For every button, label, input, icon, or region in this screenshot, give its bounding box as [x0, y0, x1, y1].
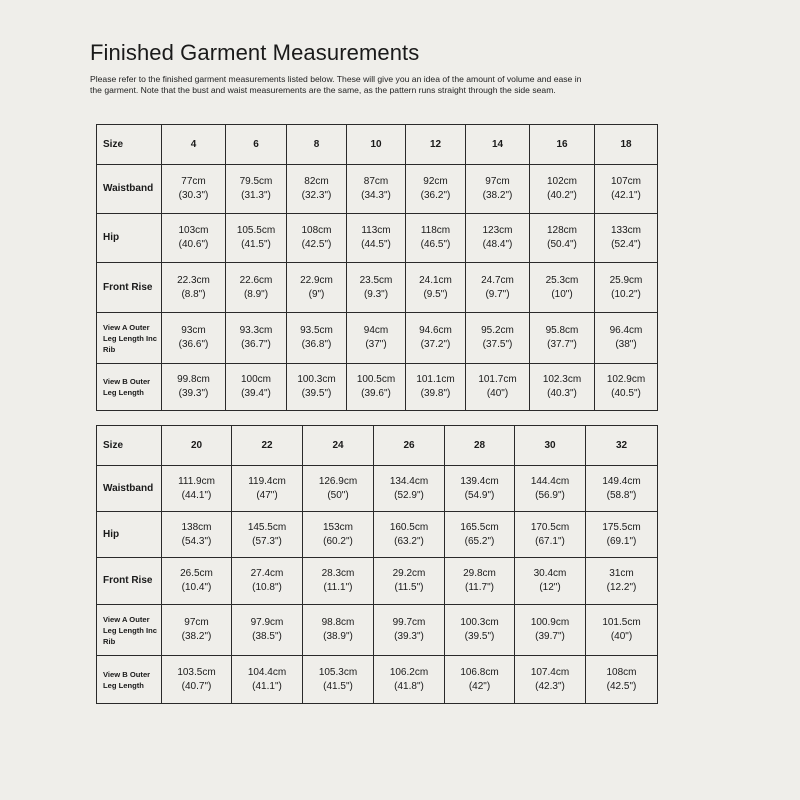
- measurement-cell: [303, 605, 374, 656]
- imperial-value: (10"): [551, 288, 573, 300]
- imperial-value: (47"): [256, 489, 278, 501]
- imperial-value: (40.2"): [547, 190, 577, 201]
- imperial-value: (41.1"): [252, 680, 282, 692]
- imperial-value: (38"): [615, 339, 637, 350]
- measurement-cell: [595, 214, 658, 263]
- metric-value: 175.5cm: [602, 521, 641, 533]
- size-20-header: 20: [162, 426, 232, 466]
- imperial-value: (39.3"): [394, 631, 424, 642]
- measurement-cell: [287, 263, 347, 313]
- imperial-value: (44.1"): [181, 489, 212, 501]
- imperial-value: (10.2"): [611, 288, 641, 300]
- metric-value: 138cm: [181, 521, 212, 533]
- metric-value: 99.7cm: [392, 617, 426, 628]
- measurement-cell: [406, 313, 466, 364]
- imperial-value: (39.3"): [178, 388, 209, 399]
- metric-value: 94.6cm: [419, 325, 452, 336]
- measurement-cell: [226, 214, 287, 263]
- imperial-value: (9"): [308, 288, 325, 300]
- size-24-header: 24: [303, 426, 374, 466]
- imperial-value: (9.7"): [485, 288, 510, 300]
- metric-value: 77cm: [181, 176, 206, 187]
- measurement-cell: [162, 165, 226, 214]
- imperial-value: (42.5"): [301, 239, 332, 250]
- measurement-cell: [406, 214, 466, 263]
- imperial-value: (39.4"): [241, 388, 271, 399]
- imperial-value: (39.5"): [301, 388, 332, 399]
- measurement-cell: [287, 214, 347, 263]
- imperial-value: (54.3"): [181, 535, 212, 547]
- metric-value: 103cm: [178, 225, 209, 236]
- metric-value: 113cm: [361, 225, 391, 236]
- imperial-value: (56.9"): [535, 489, 565, 501]
- measurement-cell: [530, 263, 595, 313]
- metric-value: 28.3cm: [321, 568, 355, 579]
- imperial-value: (40"): [610, 631, 633, 642]
- measurement-cell: [232, 656, 303, 704]
- metric-value: 104.4cm: [247, 666, 287, 678]
- imperial-value: (8.9"): [243, 288, 269, 300]
- measurement-cell: [530, 214, 595, 263]
- imperial-value: (39.8"): [420, 388, 451, 399]
- imperial-value: (38.9"): [323, 631, 353, 642]
- imperial-value: (36.6"): [178, 339, 209, 350]
- metric-value: 79.5cm: [239, 176, 273, 187]
- table-row: [97, 512, 658, 558]
- metric-value: 105.3cm: [318, 666, 358, 678]
- size-18-header: 18: [595, 125, 658, 165]
- imperial-value: (37.7"): [547, 339, 577, 350]
- metric-value: 26.5cm: [180, 568, 213, 579]
- measurement-cell: [530, 313, 595, 364]
- imperial-value: (40"): [486, 388, 509, 399]
- measurement-cell: [586, 656, 658, 704]
- measurement-cell: [374, 605, 445, 656]
- metric-value: 23.5cm: [359, 274, 393, 286]
- size-6-header: 6: [226, 125, 287, 165]
- table-row: [97, 214, 658, 263]
- metric-value: 95.2cm: [481, 325, 514, 336]
- row-label: View A Outer Leg Length Inc Rib: [97, 313, 162, 364]
- metric-value: 133cm: [610, 225, 641, 236]
- row-label: View B Outer Leg Length: [97, 364, 162, 411]
- measurement-cell: [303, 656, 374, 704]
- measurement-cell: [530, 364, 595, 411]
- metric-value: 106.2cm: [389, 666, 429, 678]
- size-14-header: 14: [466, 125, 530, 165]
- row-label: Front Rise: [97, 558, 162, 605]
- measurement-cell: [303, 512, 374, 558]
- imperial-value: (38.2"): [181, 631, 212, 642]
- size-22-header: 22: [232, 426, 303, 466]
- metric-value: 106.8cm: [460, 666, 499, 678]
- metric-value: 94cm: [363, 325, 389, 336]
- table-row: [97, 364, 658, 411]
- metric-value: 22.3cm: [177, 274, 210, 286]
- imperial-value: (39.7"): [535, 631, 565, 642]
- metric-value: 149.4cm: [602, 475, 641, 487]
- row-label: Hip: [97, 214, 162, 263]
- metric-value: 30.4cm: [533, 568, 567, 579]
- table-row: [97, 466, 658, 512]
- measurement-cell: [466, 364, 530, 411]
- size-header-label: Size: [97, 125, 162, 165]
- metric-value: 101.7cm: [478, 374, 517, 385]
- measurement-cell: [232, 558, 303, 605]
- measurement-cell: [466, 313, 530, 364]
- imperial-value: (37"): [365, 339, 387, 350]
- metric-value: 102.9cm: [606, 374, 646, 385]
- measurement-cell: [515, 558, 586, 605]
- imperial-value: (30.3"): [178, 190, 209, 201]
- imperial-value: (40.7"): [181, 680, 212, 692]
- metric-value: 107.4cm: [530, 666, 570, 678]
- size-header-label: Size: [97, 426, 162, 466]
- size-28-header: 28: [445, 426, 515, 466]
- imperial-value: (9.3"): [363, 288, 389, 300]
- table-row: [97, 656, 658, 704]
- measurement-cell: [586, 466, 658, 512]
- imperial-value: (11.1"): [323, 582, 353, 593]
- row-label: Waistband: [97, 165, 162, 214]
- measurement-cell: [595, 313, 658, 364]
- measurement-cell: [515, 656, 586, 704]
- imperial-value: (38.2"): [482, 190, 513, 201]
- size-16-header: 16: [530, 125, 595, 165]
- measurement-cell: [232, 605, 303, 656]
- imperial-value: (41.8"): [394, 680, 424, 692]
- metric-value: 102.3cm: [542, 374, 582, 385]
- metric-value: 108cm: [606, 666, 637, 678]
- intro-text: Please refer to the finished garment measurements listed below. These will give you an idea of the amount of volume and ease in the garment. Note that the bust and waist measurements are the same, as the pattern runs straight through the side seam.: [90, 74, 582, 95]
- measurement-cell: [287, 364, 347, 411]
- imperial-value: (63.2"): [394, 535, 424, 547]
- metric-value: 102cm: [546, 176, 577, 187]
- imperial-value: (42.3"): [535, 680, 565, 692]
- metric-value: 97cm: [184, 617, 209, 628]
- table-row: [97, 263, 658, 313]
- size-4-header: 4: [162, 125, 226, 165]
- metric-value: 103.5cm: [177, 666, 216, 678]
- size-32-header: 32: [586, 426, 658, 466]
- metric-value: 22.9cm: [300, 274, 333, 286]
- imperial-value: (36.7"): [241, 339, 271, 350]
- metric-value: 29.2cm: [392, 568, 426, 579]
- measurement-cell: [303, 466, 374, 512]
- metric-value: 100.3cm: [297, 374, 336, 385]
- metric-value: 100.5cm: [356, 374, 396, 385]
- imperial-value: (11.7"): [465, 582, 494, 593]
- measurement-cell: [530, 165, 595, 214]
- imperial-value: (39.6"): [361, 388, 391, 399]
- measurement-cell: [445, 466, 515, 512]
- metric-value: 24.1cm: [419, 274, 452, 286]
- measurement-cell: [374, 512, 445, 558]
- table-row: [97, 558, 658, 605]
- measurement-cell: [347, 165, 406, 214]
- imperial-value: (41.5"): [241, 239, 271, 250]
- measurements-table-sizes-4-18: [96, 124, 658, 411]
- imperial-value: (34.3"): [361, 190, 391, 201]
- measurement-cell: [466, 214, 530, 263]
- measurement-cell: [162, 605, 232, 656]
- measurement-cell: [466, 165, 530, 214]
- metric-value: 100.3cm: [460, 617, 499, 628]
- measurement-cell: [287, 313, 347, 364]
- size-12-header: 12: [406, 125, 466, 165]
- imperial-value: (42"): [468, 680, 491, 692]
- measurement-cell: [162, 214, 226, 263]
- imperial-value: (48.4"): [482, 239, 513, 250]
- measurement-cell: [515, 466, 586, 512]
- measurement-cell: [226, 313, 287, 364]
- metric-value: 99.8cm: [177, 374, 210, 385]
- size-8-header: 8: [287, 125, 347, 165]
- measurement-cell: [162, 512, 232, 558]
- imperial-value: (38.5"): [252, 631, 282, 642]
- metric-value: 118cm: [420, 225, 451, 236]
- measurement-cell: [445, 605, 515, 656]
- imperial-value: (40.3"): [547, 388, 577, 399]
- size-header-row: [97, 426, 658, 466]
- measurement-cell: [347, 364, 406, 411]
- measurement-cell: [406, 364, 466, 411]
- imperial-value: (42.5"): [606, 680, 637, 692]
- metric-value: 123cm: [482, 225, 513, 236]
- imperial-value: (46.5"): [420, 239, 451, 250]
- imperial-value: (11.5"): [394, 582, 424, 593]
- measurement-cell: [232, 512, 303, 558]
- metric-value: 95.8cm: [545, 325, 579, 336]
- metric-value: 165.5cm: [460, 521, 499, 533]
- imperial-value: (37.5"): [482, 339, 513, 350]
- metric-value: 153cm: [322, 521, 353, 533]
- measurement-cell: [445, 558, 515, 605]
- measurement-cell: [162, 364, 226, 411]
- measurement-cell: [595, 165, 658, 214]
- table-row: [97, 605, 658, 656]
- measurement-cell: [303, 558, 374, 605]
- imperial-value: (39.5"): [464, 631, 495, 642]
- metric-value: 24.7cm: [481, 274, 514, 286]
- metric-value: 145.5cm: [247, 521, 287, 533]
- metric-value: 93cm: [181, 325, 206, 336]
- page-title: Finished Garment Measurements: [90, 40, 420, 65]
- imperial-value: (69.1"): [606, 535, 637, 547]
- imperial-value: (50.4"): [547, 239, 577, 250]
- metric-value: 105.5cm: [236, 225, 276, 236]
- measurement-cell: [445, 512, 515, 558]
- measurement-cell: [162, 313, 226, 364]
- measurement-cell: [232, 466, 303, 512]
- measurement-cell: [374, 656, 445, 704]
- metric-value: 100.9cm: [530, 617, 570, 628]
- row-label: Front Rise: [97, 263, 162, 313]
- measurement-cell: [226, 364, 287, 411]
- measurement-cell: [586, 558, 658, 605]
- measurement-cell: [162, 466, 232, 512]
- imperial-value: (36.8"): [301, 339, 332, 350]
- metric-value: 29.8cm: [463, 568, 496, 579]
- metric-value: 25.3cm: [545, 274, 579, 286]
- metric-value: 101.1cm: [416, 374, 455, 385]
- metric-value: 93.3cm: [239, 325, 273, 336]
- metric-value: 170.5cm: [530, 521, 570, 533]
- metric-value: 134.4cm: [389, 475, 429, 487]
- measurement-cell: [595, 364, 658, 411]
- metric-value: 87cm: [363, 176, 389, 187]
- imperial-value: (12"): [539, 582, 561, 593]
- row-label: View B Outer Leg Length: [97, 656, 162, 704]
- row-label: Hip: [97, 512, 162, 558]
- metric-value: 111.9cm: [178, 475, 215, 487]
- imperial-value: (41.5"): [323, 680, 353, 692]
- measurement-cell: [515, 605, 586, 656]
- imperial-value: (52.4"): [611, 239, 641, 250]
- imperial-value: (10.4"): [181, 582, 212, 593]
- imperial-value: (40.6"): [178, 239, 209, 250]
- metric-value: 93.5cm: [300, 325, 333, 336]
- metric-value: 101.5cm: [602, 617, 641, 628]
- metric-value: 144.4cm: [530, 475, 570, 487]
- table-row: [97, 313, 658, 364]
- metric-value: 139.4cm: [460, 475, 499, 487]
- imperial-value: (57.3"): [252, 535, 282, 547]
- metric-value: 82cm: [304, 176, 329, 187]
- metric-value: 97.9cm: [250, 617, 284, 628]
- measurement-cell: [515, 512, 586, 558]
- imperial-value: (9.5"): [423, 288, 448, 300]
- imperial-value: (67.1"): [535, 535, 565, 547]
- size-26-header: 26: [374, 426, 445, 466]
- measurement-cell: [586, 512, 658, 558]
- measurement-cell: [226, 263, 287, 313]
- measurement-cell: [347, 263, 406, 313]
- metric-value: 100cm: [240, 374, 271, 385]
- metric-value: 92cm: [423, 176, 448, 187]
- size-header-row: [97, 125, 658, 165]
- metric-value: 160.5cm: [389, 521, 429, 533]
- measurement-cell: [287, 165, 347, 214]
- row-label: Waistband: [97, 466, 162, 512]
- metric-value: 31cm: [609, 568, 634, 579]
- imperial-value: (50"): [327, 489, 349, 501]
- measurement-cell: [162, 558, 232, 605]
- imperial-value: (32.3"): [301, 190, 332, 201]
- imperial-value: (40.5"): [611, 388, 641, 399]
- metric-value: 119.4cm: [248, 475, 286, 487]
- imperial-value: (60.2"): [323, 535, 353, 547]
- metric-value: 27.4cm: [250, 568, 284, 579]
- measurement-cell: [347, 313, 406, 364]
- imperial-value: (58.8"): [606, 489, 637, 501]
- metric-value: 126.9cm: [318, 475, 358, 487]
- imperial-value: (42.1"): [611, 190, 641, 201]
- measurement-cell: [374, 466, 445, 512]
- metric-value: 22.6cm: [239, 274, 273, 286]
- imperial-value: (52.9"): [394, 489, 424, 501]
- measurement-cell: [466, 263, 530, 313]
- measurement-cell: [406, 263, 466, 313]
- metric-value: 98.8cm: [321, 617, 355, 628]
- row-label: View A Outer Leg Length Inc Rib: [97, 605, 162, 656]
- imperial-value: (31.3"): [241, 190, 271, 201]
- measurement-cell: [374, 558, 445, 605]
- metric-value: 25.9cm: [609, 274, 643, 286]
- table-row: [97, 165, 658, 214]
- metric-value: 107cm: [610, 176, 641, 187]
- metric-value: 97cm: [485, 176, 510, 187]
- measurement-cell: [347, 214, 406, 263]
- imperial-value: (8.8"): [181, 288, 206, 300]
- measurement-cell: [162, 656, 232, 704]
- measurement-cell: [406, 165, 466, 214]
- metric-value: 128cm: [546, 225, 577, 236]
- imperial-value: (65.2"): [464, 535, 495, 547]
- measurements-table-sizes-20-32: [96, 425, 658, 704]
- size-10-header: 10: [347, 125, 406, 165]
- imperial-value: (54.9"): [464, 489, 495, 501]
- measurement-cell: [595, 263, 658, 313]
- measurement-cell: [162, 263, 226, 313]
- measurement-cell: [445, 656, 515, 704]
- measurement-cell: [226, 165, 287, 214]
- imperial-value: (44.5"): [361, 239, 391, 250]
- metric-value: 108cm: [301, 225, 332, 236]
- size-30-header: 30: [515, 426, 586, 466]
- imperial-value: (12.2"): [606, 582, 637, 593]
- measurement-cell: [586, 605, 658, 656]
- imperial-value: (36.2"): [420, 190, 451, 201]
- metric-value: 96.4cm: [609, 325, 643, 336]
- imperial-value: (10.8"): [252, 582, 282, 593]
- imperial-value: (37.2"): [420, 339, 451, 350]
